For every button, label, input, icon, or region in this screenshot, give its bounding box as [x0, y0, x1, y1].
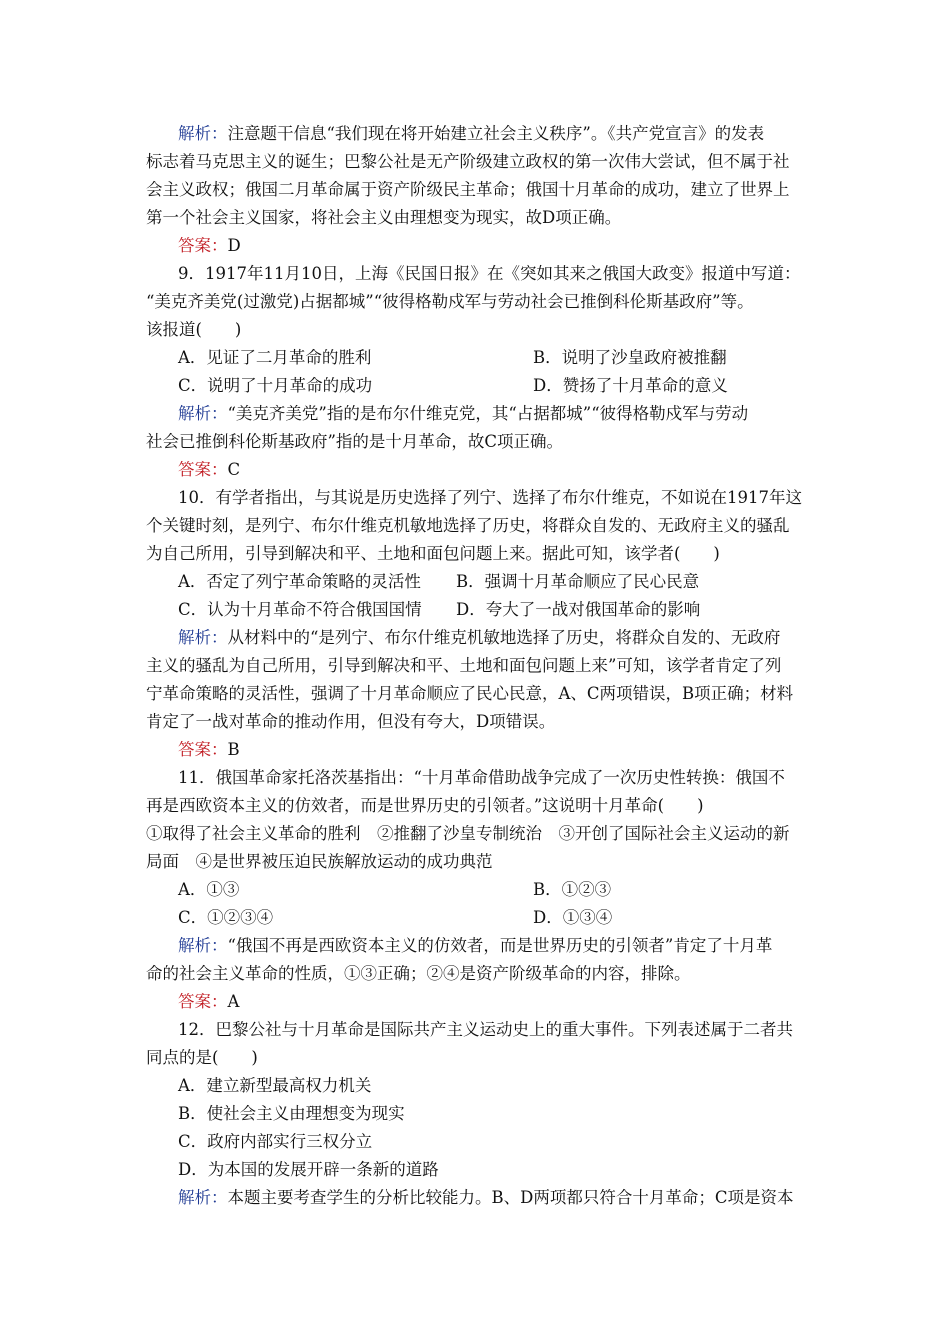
q9-stem-line-2: “美克齐美党(过激党)占据都城”“彼得格勒戍军与劳动社会已推倒科伦斯基政府”等。 [146, 292, 754, 311]
q10-analysis-line-4: 肯定了一战对革命的推动作用，但没有夸大，D项错误。 [146, 712, 556, 731]
q10-option-a: A．否定了列宁革命策略的灵活性 [178, 572, 421, 591]
q8-analysis-line-2: 标志着马克思主义的诞生；巴黎公社是无产阶级建立政权的第一次伟大尝试，但不属于社 [146, 152, 790, 171]
analysis-label: 解析： [178, 628, 228, 647]
q11-options-row-2 [146, 904, 806, 932]
answer-label: 答案： [178, 236, 228, 255]
q10-analysis-line-3: 宁革命策略的灵活性，强调了十月革命顺应了民心民意，A、C两项错误，B项正确；材料 [146, 684, 794, 703]
q9-option-b: B．说明了沙皇政府被推翻 [533, 348, 727, 367]
q11-analysis-line-2: 命的社会主义革命的性质，①③正确；②④是资产阶级革命的内容，排除。 [146, 964, 691, 983]
q8-answer: 答案：D [178, 236, 241, 255]
q10-option-c: C．认为十月革命不符合俄国国情 [178, 600, 422, 619]
q11-stem-line-2: 再是西欧资本主义的仿效者，而是世界历史的引领者。”这说明十月革命( ) [146, 796, 704, 815]
q9-stem-line-1: 9．1917年11月10日，上海《民国日报》在《突如其来之俄国大政变》报道中写道： [178, 264, 801, 283]
analysis-label: 解析： [178, 1188, 228, 1207]
analysis-label: 解析： [178, 124, 228, 143]
q9-option-d: D．赞扬了十月革命的意义 [533, 376, 728, 395]
q12-option-c: C．政府内部实行三权分立 [178, 1132, 373, 1151]
q9-analysis-line-1: 解析：“美克齐美党”指的是布尔什维克党，其“占据都城”“彼得格勒戍军与劳动 [178, 404, 749, 423]
q11-items-line-1: ①取得了社会主义革命的胜利 ②推翻了沙皇专制统治 ③开创了国际社会主义运动的新 [146, 824, 790, 843]
q12-option-d: D．为本国的发展开辟一条新的道路 [178, 1160, 439, 1179]
q10-answer: 答案：B [178, 740, 240, 759]
q12-option-b: B．使社会主义由理想变为现实 [178, 1104, 405, 1123]
q11-option-c: C．①②③④ [178, 908, 274, 927]
q11-answer: 答案：A [178, 992, 240, 1011]
q9-options-row-2 [146, 372, 806, 400]
q10-option-b: B．强调十月革命顺应了民心民意 [456, 572, 700, 591]
q12-stem-line-2: 同点的是( ) [146, 1048, 258, 1067]
q8-analysis-line-1: 解析：注意题干信息“我们现在将开始建立社会主义秩序”。《共产党宣言》的发表 [178, 124, 765, 143]
analysis-label: 解析： [178, 404, 228, 423]
q11-option-d: D．①③④ [533, 908, 613, 927]
q11-items-line-2: 局面 ④是世界被压迫民族解放运动的成功典范 [146, 852, 493, 871]
q8-analysis-line-3: 会主义政权；俄国二月革命属于资产阶级民主革命；俄国十月革命的成功，建立了世界上 [146, 180, 790, 199]
q10-stem-line-1: 10．有学者指出，与其说是历史选择了列宁、选择了布尔什维克，不如说在1917年这 [178, 488, 802, 507]
q10-stem-line-3: 为自己所用，引导到解决和平、土地和面包问题上来。据此可知，该学者( ) [146, 544, 720, 563]
q9-stem-line-3: 该报道( ) [146, 320, 242, 339]
q10-analysis-line-1: 解析：从材料中的“是列宁、布尔什维克机敏地选择了历史，将群众自发的、无政府 [178, 628, 781, 647]
q11-analysis-line-1: 解析：“俄国不再是西欧资本主义的仿效者，而是世界历史的引领者”肯定了十月革 [178, 936, 773, 955]
q10-stem-line-2: 个关键时刻，是列宁、布尔什维克机敏地选择了历史，将群众自发的、无政府主义的骚乱 [146, 516, 790, 535]
q11-options-row-1 [146, 876, 806, 904]
q10-options-row-2 [146, 596, 806, 624]
q9-option-a: A．见证了二月革命的胜利 [178, 348, 372, 367]
q9-option-c: C．说明了十月革命的成功 [178, 376, 373, 395]
q10-option-d: D．夸大了一战对俄国革命的影响 [456, 600, 701, 619]
q12-stem-line-1: 12．巴黎公社与十月革命是国际共产主义运动史上的重大事件。下列表述属于二者共 [178, 1020, 793, 1039]
analysis-label: 解析： [178, 936, 228, 955]
q11-option-a: A．①③ [178, 880, 240, 899]
q9-analysis-line-2: 社会已推倒科伦斯基政府”指的是十月革命，故C项正确。 [146, 432, 564, 451]
q9-options-row-1 [146, 344, 806, 372]
q11-stem-line-1: 11．俄国革命家托洛茨基指出：“十月革命借助战争完成了一次历史性转换：俄国不 [178, 768, 785, 787]
q8-analysis-line-4: 第一个社会主义国家，将社会主义由理想变为现实，故D项正确。 [146, 208, 622, 227]
q10-options-row-1 [146, 568, 806, 596]
q9-answer: 答案：C [178, 460, 241, 479]
answer-label: 答案： [178, 740, 228, 759]
q12-analysis-line-1: 解析：本题主要考查学生的分析比较能力。B、D两项都只符合十月革命；C项是资本 [178, 1188, 794, 1207]
q12-option-a: A．建立新型最高权力机关 [178, 1076, 372, 1095]
q10-analysis-line-2: 主义的骚乱为自己所用，引导到解决和平、土地和面包问题上来”可知，该学者肯定了列 [146, 656, 782, 675]
answer-label: 答案： [178, 992, 228, 1011]
answer-label: 答案： [178, 460, 228, 479]
page-content [146, 120, 806, 1212]
q11-option-b: B．①②③ [533, 880, 612, 899]
